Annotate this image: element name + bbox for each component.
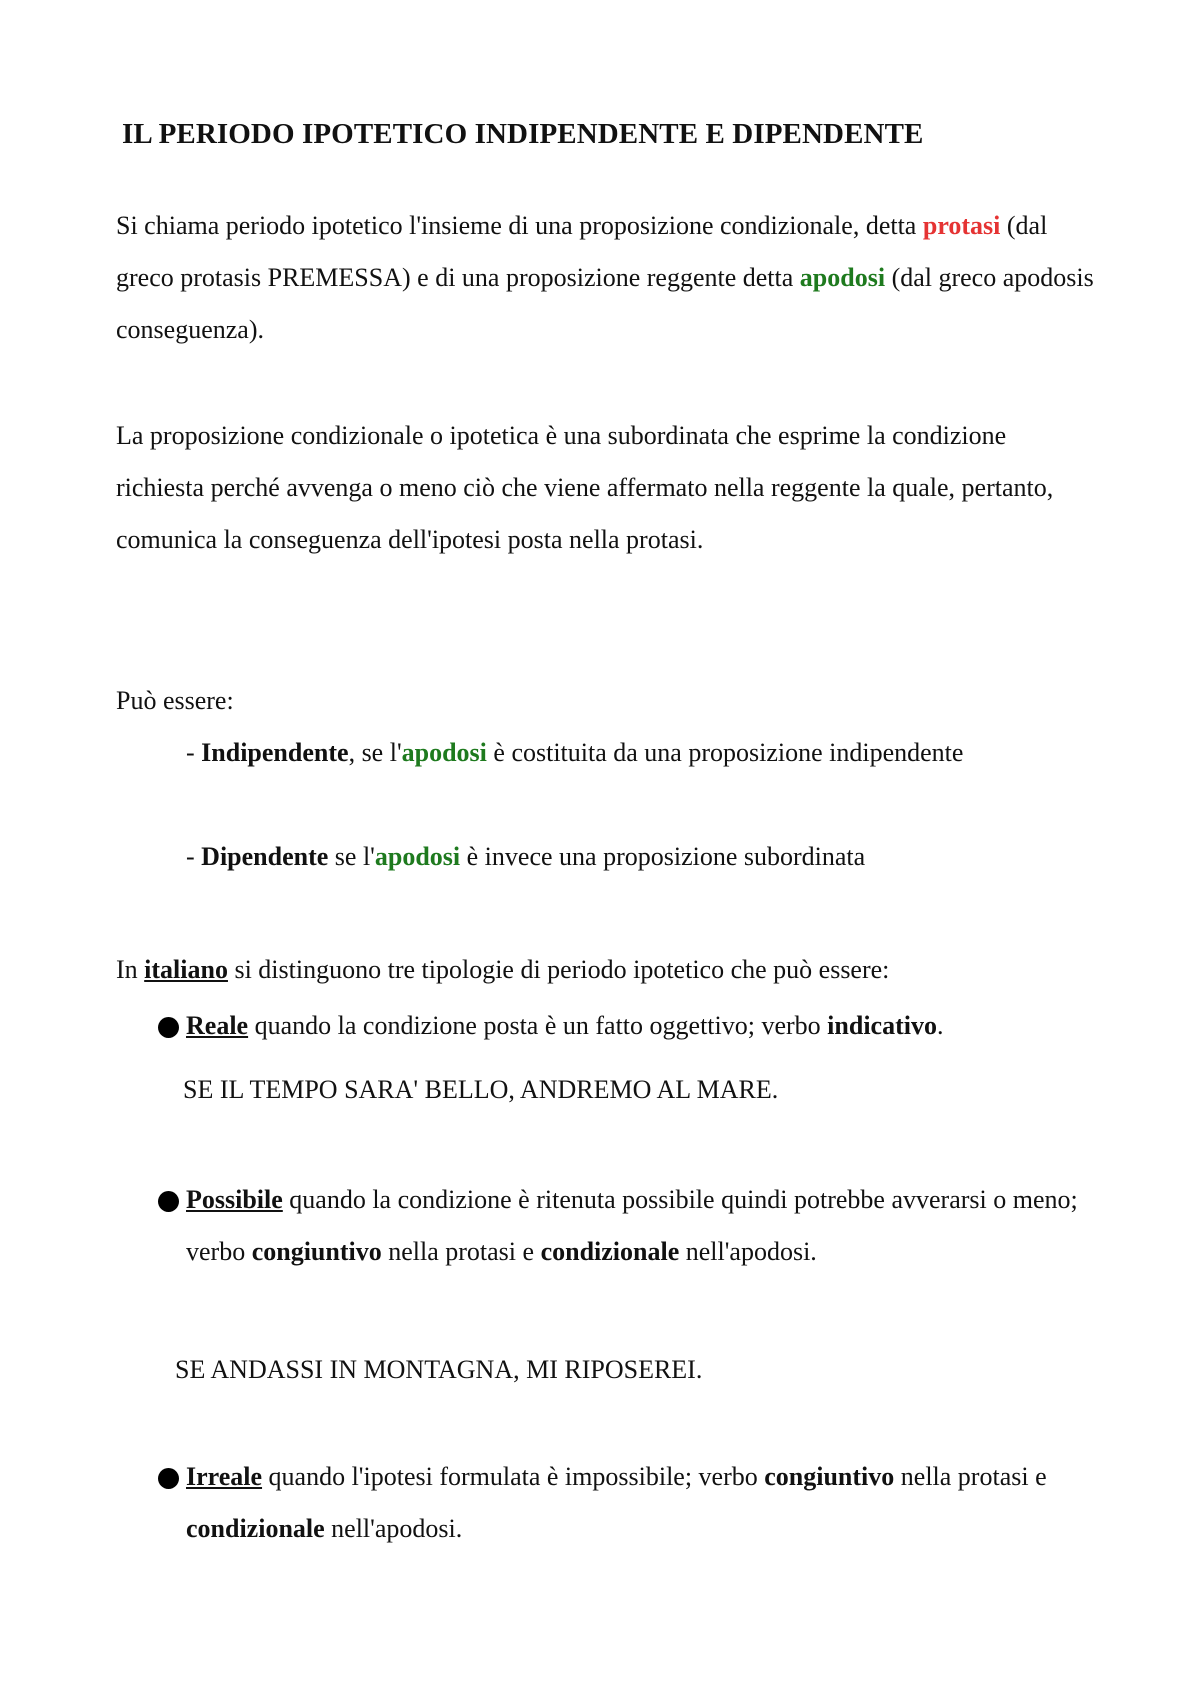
intro-text-1: Si chiama periodo ipotetico l'insieme di una proposizione condizionale, detta — [116, 211, 923, 240]
bullet-text: quando l'ipotesi formulata è impossibile; verbo — [262, 1462, 765, 1491]
bullet-text: nell'apodosi. — [324, 1514, 463, 1543]
bullet-text: nell'apodosi. — [679, 1237, 817, 1266]
italiano-text-1: In — [116, 955, 145, 984]
bullet-bold: congiuntivo — [251, 1237, 382, 1266]
bullet-term: Irreale — [186, 1462, 263, 1491]
bullet-text: nella protasi e — [894, 1462, 1047, 1491]
intro-paragraph — [116, 200, 1096, 356]
bullet-icon — [158, 1191, 179, 1212]
protasi-term: protasi — [922, 211, 1001, 240]
bullet-bold: condizionale — [186, 1514, 325, 1543]
bullet-bold: condizionale — [540, 1237, 680, 1266]
type-text: è costituita da una proposizione indipendente — [486, 738, 964, 767]
bullet-term: Possibile — [186, 1185, 283, 1214]
type-text: se l' — [328, 842, 375, 871]
apodosi-term: apodosi — [401, 738, 487, 767]
bullet-icon — [158, 1468, 179, 1489]
type-dash: - — [186, 738, 202, 767]
type-dash: - — [186, 842, 202, 871]
puo-essere-label: Può essere: — [116, 686, 234, 715]
page-title: IL PERIODO IPOTETICO INDIPENDENTE E DIPENDENTE — [122, 118, 924, 150]
definition-paragraph: La proposizione condizionale o ipotetica è una subordinata che esprime la condizione richiesta perché avvenga o meno ciò che viene affermato nella reggente la quale, pertanto, comunica la conseguenza dell'ipotesi posta nella protasi. — [116, 421, 1054, 554]
type-term: Indipendente — [201, 738, 349, 767]
bullet-possibile — [156, 1174, 1096, 1278]
italiano-term: italiano — [144, 955, 228, 984]
bullet-reale — [156, 1000, 1096, 1052]
bullet-text: quando la condizione posta è un fatto oggettivo; verbo — [248, 1011, 828, 1040]
bullet-term: Reale — [186, 1011, 249, 1040]
example-reale: SE IL TEMPO SARA' BELLO, ANDREMO AL MARE. — [183, 1075, 779, 1104]
bullet-text: . — [936, 1011, 944, 1040]
apodosi-term: apodosi — [799, 263, 886, 292]
bullet-text: quando la condizione è ritenuta possibile quindi potrebbe avverarsi o meno; verbo — [186, 1185, 1078, 1266]
type-text: , se l' — [348, 738, 402, 767]
intro-text-2: (dal greco protasis PREMESSA) e di una proposizione reggente detta — [116, 211, 1048, 292]
bullet-text: nella protasi e — [381, 1237, 541, 1266]
type-item-indipendente — [186, 727, 1086, 779]
type-text: è invece una proposizione subordinata — [460, 842, 866, 871]
italiano-paragraph — [116, 944, 1096, 996]
type-item-dipendente — [186, 831, 1086, 883]
bullet-icon — [158, 1017, 179, 1038]
italiano-text-2: si distinguono tre tipologie di periodo ipotetico che può essere: — [227, 955, 890, 984]
type-term: Dipendente — [201, 842, 329, 871]
bullet-bold: indicativo — [827, 1011, 937, 1040]
example-possibile: SE ANDASSI IN MONTAGNA, MI RIPOSEREI. — [175, 1355, 703, 1384]
bullet-bold: congiuntivo — [764, 1462, 895, 1491]
intro-text-3: (dal greco apodosis conseguenza). — [116, 263, 1094, 344]
bullet-irreale — [156, 1451, 1096, 1555]
apodosi-term: apodosi — [374, 842, 461, 871]
